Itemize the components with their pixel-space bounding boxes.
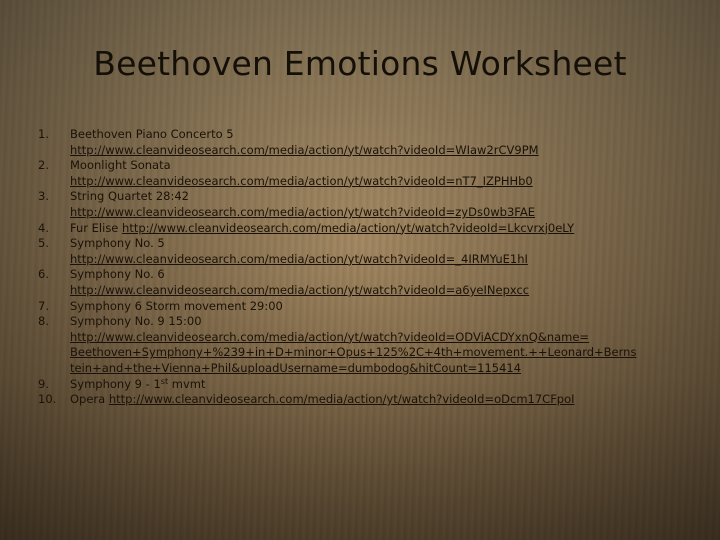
item-text-after: mvmt (168, 376, 206, 391)
list-item (38, 221, 688, 237)
item-number: 1. (38, 127, 49, 141)
list-item (38, 267, 688, 298)
item-number: 2. (38, 158, 49, 173)
list-item (38, 189, 688, 220)
item-number: 8. (38, 314, 49, 329)
video-list (38, 127, 688, 408)
item-row (70, 392, 688, 408)
video-link[interactable]: http://www.cleanvideosearch.com/media/action/yt/watch?videoId=zyDs0wb3FAE (70, 204, 535, 219)
video-link[interactable]: http://www.cleanvideosearch.com/media/action/yt/watch?videoId=a6yeINepxcc (70, 282, 530, 297)
video-link[interactable]: http://www.cleanvideosearch.com/media/action/yt/watch?videoId=nT7_IZPHHb0 (70, 173, 533, 188)
video-link[interactable]: http://www.cleanvideosearch.com/media/action/yt/watch?videoId=ODViACDYxnQ&name= (70, 329, 590, 344)
ordinal-suffix: st (160, 376, 169, 386)
item-text: Fur Elise (70, 220, 123, 235)
list-item (38, 158, 688, 189)
item-number: 5. (38, 236, 49, 251)
item-number: 10. (38, 392, 57, 407)
list-item (38, 392, 688, 408)
item-number: 9. (38, 376, 49, 391)
list-item (38, 127, 688, 158)
item-text: Opera (70, 392, 109, 407)
item-number: 6. (38, 267, 49, 282)
item-number: 3. (38, 189, 49, 204)
video-link[interactable]: Beethoven+Symphony+%239+in+D+minor+Opus+125%2C+4th+movement.++Leonard+Berns (70, 345, 637, 360)
video-link[interactable]: http://www.cleanvideosearch.com/media/action/yt/watch?videoId=_4IRMYuE1hI (70, 251, 528, 266)
item-text: Symphony No. 9 15:00 (70, 314, 202, 329)
item-text: Moonlight Sonata (70, 158, 171, 173)
video-link[interactable]: tein+and+the+Vienna+Phil&uploadUsername=dumbodog&hitCount=115414 (70, 360, 522, 375)
item-text (70, 377, 688, 393)
video-link[interactable]: http://www.cleanvideosearch.com/media/action/yt/watch?videoId=Lkcvrxj0eLY (122, 220, 575, 235)
list-item (38, 314, 688, 376)
slide-title: Beethoven Emotions Worksheet (93, 44, 627, 83)
video-link[interactable]: http://www.cleanvideosearch.com/media/action/yt/watch?videoId=oDcm17CFpoI (108, 392, 575, 407)
item-text: Symphony No. 6 (70, 267, 165, 282)
list-item (38, 299, 688, 315)
item-number: 4. (38, 220, 49, 235)
video-link[interactable]: http://www.cleanvideosearch.com/media/action/yt/watch?videoId=WIaw2rCV9PM (70, 142, 539, 157)
item-text: Symphony No. 5 (70, 236, 165, 251)
item-text: String Quartet 28:42 (70, 189, 189, 204)
item-number: 7. (38, 298, 49, 313)
item-text: Beethoven Piano Concerto 5 (70, 127, 234, 141)
item-text-before: Symphony 9 - 1 (70, 376, 161, 391)
item-row (70, 221, 688, 237)
list-item (38, 377, 688, 393)
list-item (38, 236, 688, 267)
item-text: Symphony 6 Storm movement 29:00 (70, 298, 283, 313)
